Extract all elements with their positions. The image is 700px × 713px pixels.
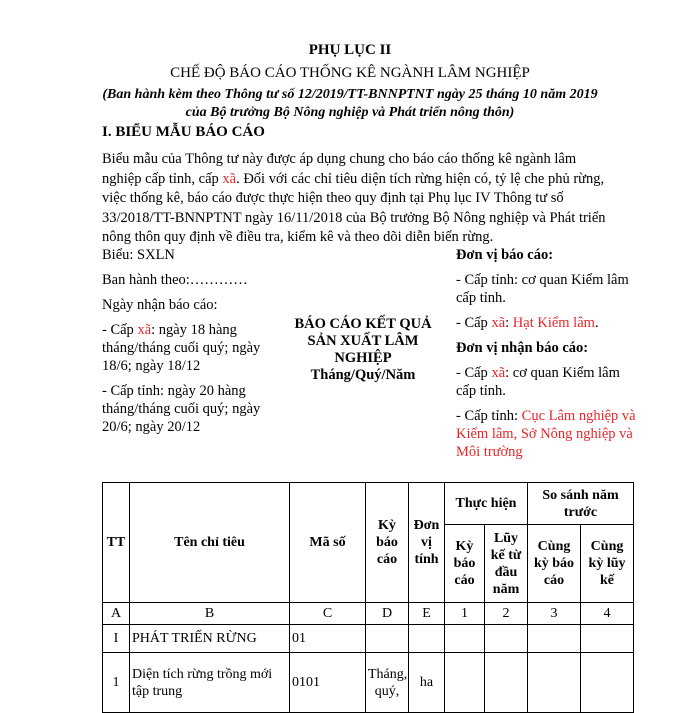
row-unit: ha: [409, 653, 445, 713]
section-row-tt: I: [103, 625, 130, 653]
header-actual-period: Kỳ báo cáo: [445, 525, 485, 603]
reporting-commune-red: xã: [491, 315, 506, 331]
empty-cell: [528, 625, 581, 653]
issued-by: Ban hành theo:…………: [102, 272, 248, 288]
empty-cell: [445, 653, 485, 713]
document-title: CHẾ ĐỘ BÁO CÁO THỐNG KÊ NGÀNH LÂM NGHIỆP: [170, 65, 530, 81]
row-indicator-name: Diện tích rừng trồng mới tập trung: [130, 653, 290, 713]
empty-cell: [409, 625, 445, 653]
letter-cell: 4: [581, 603, 634, 625]
intro-line-2-a: nghiệp cấp tỉnh, cấp: [102, 170, 223, 187]
empty-cell: [485, 653, 528, 713]
intro-paragraph: [102, 150, 632, 248]
report-title-line-2: SẢN XUẤT LÂM: [307, 333, 419, 349]
header-actual: Thực hiện: [445, 483, 528, 525]
reporting-unit-label: Đơn vị báo cáo:: [456, 247, 554, 263]
header-unit: Đơn vị tính: [409, 483, 445, 603]
appendix-title: PHỤ LỤC II: [308, 42, 392, 58]
units-block: [456, 246, 636, 468]
header-code: Mã số: [290, 483, 366, 603]
section-row-name: PHÁT TRIỂN RỪNG: [130, 625, 290, 653]
commune-deadline: [102, 321, 282, 375]
receiving-unit-province: [456, 407, 636, 461]
receiving-commune-suffix: : cơ quan Kiểm lâm cấp tỉnh.: [456, 365, 620, 399]
header-period: Kỳ báo cáo: [366, 483, 409, 603]
report-title-line-1: BÁO CÁO KẾT QUẢ: [294, 316, 432, 332]
subtitle-line-2: của Bộ trưởng Bộ Nông nghiệp và Phát triển nông thôn): [185, 105, 515, 120]
empty-cell: [528, 653, 581, 713]
reporting-commune-prefix: - Cấp: [456, 315, 492, 331]
subtitle-line-1: (Ban hành kèm theo Thông tư số 12/2019/TT-BNNPTNT ngày 25 tháng 10 năm 2019: [102, 87, 598, 102]
letter-cell: 3: [528, 603, 581, 625]
commune-deadline-red: xã: [137, 322, 152, 338]
receiving-province-prefix: - Cấp tỉnh:: [456, 408, 522, 424]
empty-cell: [581, 625, 634, 653]
intro-line-2: [102, 170, 632, 190]
header-actual-cumulative: Lũy kế từ đầu năm: [485, 525, 528, 603]
receive-date-label: Ngày nhận báo cáo:: [102, 297, 218, 313]
header-compare: So sánh năm trước: [528, 483, 634, 525]
letter-cell: 1: [445, 603, 485, 625]
reporting-unit-province: - Cấp tỉnh: cơ quan Kiểm lâm cấp tỉnh.: [456, 272, 629, 306]
letter-cell: A: [103, 603, 130, 625]
report-title-line-3: NGHIỆP: [334, 350, 392, 366]
letter-cell: 2: [485, 603, 528, 625]
letter-cell: C: [290, 603, 366, 625]
empty-cell: [581, 653, 634, 713]
document-subtitle: [0, 86, 700, 122]
empty-cell: [366, 625, 409, 653]
intro-line-5: nông thôn quy định về điều tra, kiểm kê và theo dõi diễn biến rừng.: [102, 229, 494, 245]
intro-line-3: việc thống kê, báo cáo được thực hiện theo quy định tại Phụ lục IV Thông tư số: [102, 190, 564, 206]
empty-cell: [445, 625, 485, 653]
header-compare-cumulative: Cùng kỳ lũy kế: [581, 525, 634, 603]
reporting-unit-commune: [456, 314, 636, 332]
report-table: [102, 482, 634, 713]
receiving-commune-red: xã: [491, 365, 506, 381]
empty-cell: [485, 625, 528, 653]
intro-line-1: Biểu mẫu của Thông tư này được áp dụng chung cho báo cáo thống kê ngành lâm: [102, 151, 577, 167]
receiving-unit-label: Đơn vị nhận báo cáo:: [456, 340, 589, 356]
reporting-commune-value: Hạt Kiểm lâm: [512, 315, 595, 331]
section-row-code: 01: [290, 625, 366, 653]
reporting-commune-sep: :: [505, 315, 513, 331]
row-period: Tháng, quý,: [366, 653, 409, 713]
report-title: [288, 316, 438, 384]
receiving-commune-prefix: - Cấp: [456, 365, 492, 381]
section-heading: I. BIỂU MẪU BÁO CÁO: [102, 124, 265, 140]
form-info-block: [102, 246, 282, 443]
row-code: 0101: [290, 653, 366, 713]
receiving-province-red: Cục Lâm nghiệp và Kiểm lâm, Sở Nông nghiệp và Môi trường: [456, 408, 636, 460]
letter-cell: D: [366, 603, 409, 625]
header-indicator: Tên chỉ tiêu: [130, 483, 290, 603]
header-tt: TT: [103, 483, 130, 603]
report-title-line-4: Tháng/Quý/Năm: [310, 367, 416, 383]
header-compare-period: Cùng kỳ báo cáo: [528, 525, 581, 603]
letter-cell: E: [409, 603, 445, 625]
intro-line-2-red: xã: [222, 170, 237, 187]
intro-line-2-b: . Đối với các chỉ tiêu diện tích rừng hiện có, tỷ lệ che phủ rừng,: [236, 170, 605, 187]
row-tt: 1: [103, 653, 130, 713]
province-deadline: - Cấp tỉnh: ngày 20 hàng tháng/tháng cuối quý; ngày 20/6; ngày 20/12: [102, 383, 261, 435]
commune-deadline-suffix: : ngày 18 hàng tháng/tháng cuối quý; ngày 18/6; ngày 18/12: [102, 322, 261, 374]
intro-line-4: 33/2018/TT-BNNPTNT ngày 16/11/2018 của Bộ trưởng Bộ Nông nghiệp và Phát triển: [102, 209, 606, 226]
letter-cell: B: [130, 603, 290, 625]
commune-deadline-prefix: - Cấp: [102, 322, 138, 338]
form-code: Biểu: SXLN: [102, 247, 175, 263]
reporting-commune-end: .: [594, 315, 599, 331]
receiving-unit-commune: [456, 364, 636, 400]
